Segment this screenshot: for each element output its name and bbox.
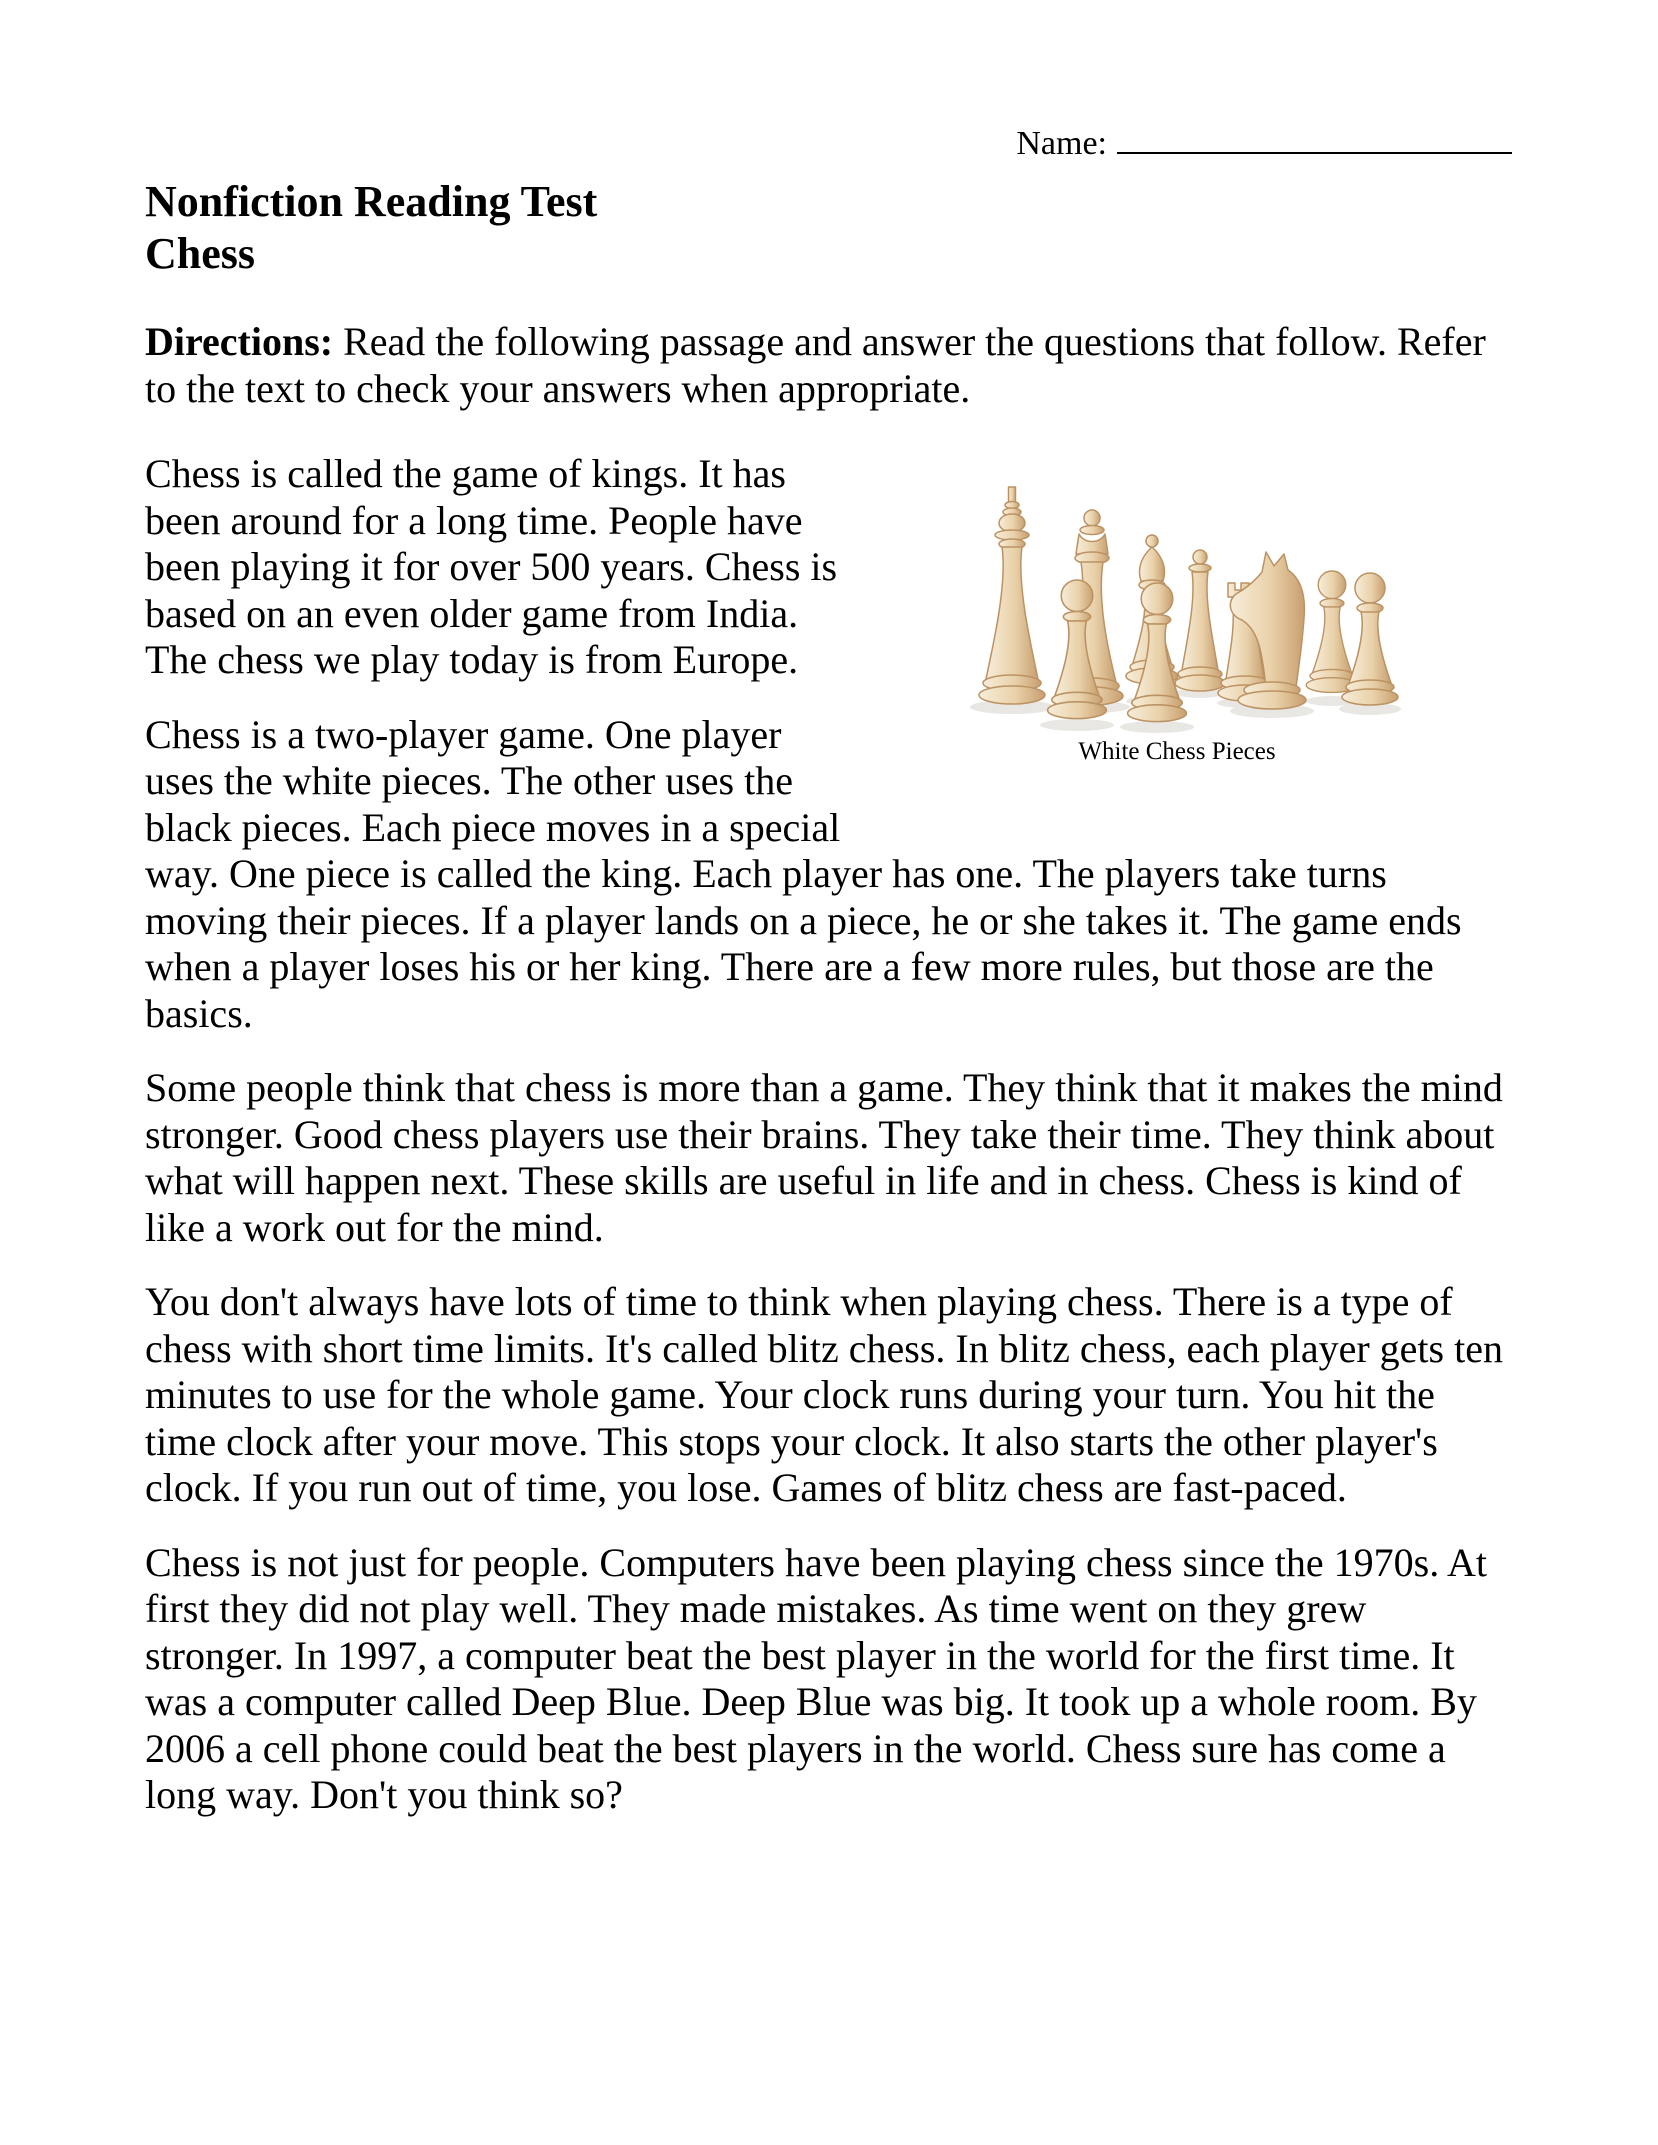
king-piece-icon [979, 487, 1045, 704]
passage-paragraph-2: Chess is a two-player game. One player uses the white pieces. The other uses the black pieces. Each piece moves in a special way. One piece is called the king. Each player has one. The players take turns moving their pieces. If a player lands on a piece, he or she takes it. The game ends when a player loses his or her king. There are a few more rules, but those are the basics. [145, 711, 1462, 1036]
chess-pieces-group [979, 487, 1398, 722]
name-label: Name: [1016, 125, 1107, 162]
passage-paragraph-5: Chess is not just for people. Computers have been playing chess since the 1970s. At first they did not play well. They made mistakes. As time went on they grew stronger. In 1997, a computer beat the best player in the world for the first time. It was a computer called Deep Blue. Deep Blue was big. It took up a whole room. By 2006 a cell phone could beat the best players in the world. Chess sure has come a long way. Don't you think so? [145, 1539, 1488, 1817]
figure-caption: White Chess Pieces [1078, 738, 1276, 765]
passage [145, 451, 1512, 1819]
directions-text: Read the following passage and answer the questions that follow. Refer to the text to check your answers when appropriate. [145, 319, 1486, 411]
back-pawn-piece-icon [1175, 550, 1225, 691]
name-row [145, 118, 1512, 164]
page-subtitle: Chess [145, 229, 256, 278]
passage-paragraph-1: Chess is called the game of kings. It has been around for a long time. People have been playing it for over 500 years. Chess is based on an even older game from India. The chess we play today is from Europe. [145, 451, 838, 682]
name-blank-line [1117, 118, 1512, 154]
title-block [145, 176, 1512, 280]
directions-label: Directions: [145, 319, 334, 364]
passage-paragraph-4: You don't always have lots of time to think when playing chess. There is a type of chess with short time limits. It's called blitz chess. In blitz chess, each player gets ten minutes to use for the whole game. Your clock runs during your turn. You hit the time clock after your move. This stops your clock. It also starts the other player's clock. If you run out of time, you lose. Games of blitz chess are fast-paced. [145, 1279, 1503, 1510]
chess-pieces-figure [842, 451, 1512, 845]
passage-paragraph-3: Some people think that chess is more than a game. They think that it makes the mind stronger. Good chess players use their brains. They take their time. They think about what will happen next. These skills are useful in life and in chess. Chess is kind of like a work out for the mind. [145, 1065, 1503, 1250]
pawn-piece-icon [1306, 571, 1358, 692]
page-title: Nonfiction Reading Test [145, 177, 598, 226]
chess-pieces-image [942, 455, 1412, 735]
pawn-piece-icon [1342, 573, 1398, 705]
directions-paragraph [145, 318, 1512, 412]
